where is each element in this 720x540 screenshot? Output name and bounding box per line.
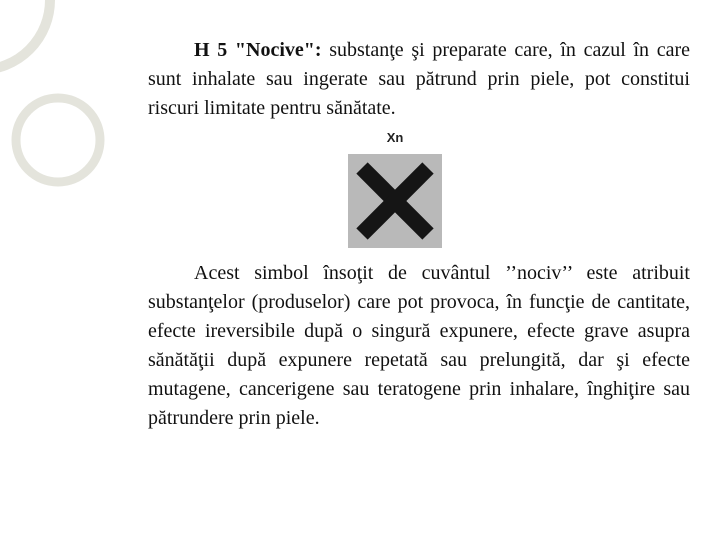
hazard-definition-text: substanţe şi preparate care, în cazul în care sunt inhalate sau ingerate sau pătrund prin piele, pot constitui riscuri limitate pentru sănătate. xyxy=(148,39,690,119)
paragraph-harmful-definition xyxy=(148,36,690,123)
deco-circle-middle xyxy=(16,98,100,182)
deco-circle-top xyxy=(0,0,50,70)
hazard-symbol xyxy=(348,130,442,254)
hazard-code-heading: H 5 "Nocive": xyxy=(194,39,322,61)
paragraph-symbol-description: Acest simbol însoţit de cuvântul ’’nociv’’ este atribuit substanţelor (produselor) care pot provoca, în funcţie de cantitate, efecte ireversibile după o singură expunere, efecte grave asupra sănătăţii după expunere repetată sau prelungită, dar şi efecte mutagene, cancerigene sau teratogene prin inhalare, înghiţire sau pătrundere prin piele. xyxy=(148,262,690,429)
hazard-symbol-label: Xn xyxy=(386,130,404,145)
harmful-x-icon xyxy=(348,154,442,248)
hazard-symbol-box xyxy=(348,154,442,248)
decorative-circles xyxy=(0,0,140,260)
